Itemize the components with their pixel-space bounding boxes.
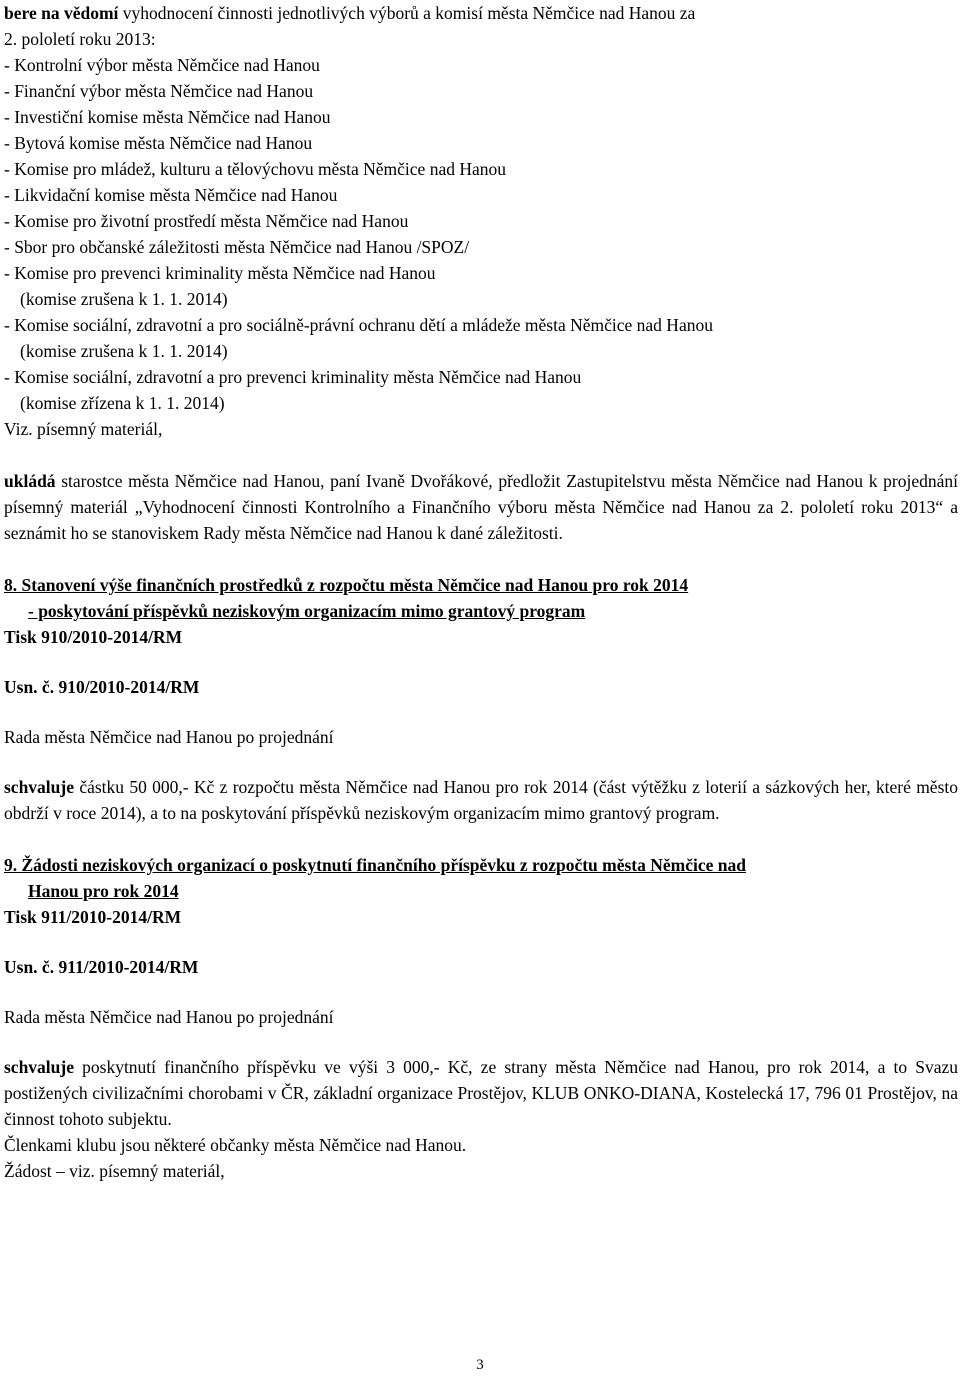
section-9-schvaluje-paragraph [4,1054,958,1132]
list-item-note: (komise zrušena k 1. 1. 2014) [20,289,228,309]
section-8-title: Stanovení výše finančních prostředků z rozpočtu města Němčice nad Hanou pro rok 2014 [21,575,689,595]
section-8-heading [4,572,958,598]
committee-list [4,52,958,416]
uklada-text: starostce města Němčice nad Hanou, paní Ivaně Dvořákové, předložit Zastupitelstvu města Němčice nad Hanou k projednání písemný materiál „Vyhodnocení činnosti Kontrolního a Finančního výboru města Němčice nad Hanou za 2. pololetí roku 2013“ a seznámit ho se stanoviskem Rady města Němčice nad Hanou k dané záležitosti. [4,471,958,543]
bere-na-vedomi-label: bere na vědomí [4,3,119,23]
list-item: - Kontrolní výbor města Němčice nad Hanou [4,55,320,75]
section-8-schvaluje-text: částku 50 000,- Kč z rozpočtu města Němčice nad Hanou pro rok 2014 (část výtěžku z loterií a sázkových her, které město obdrží v roce 2014), a to na poskytování příspěvků neziskovým organizacím mimo grantový program. [4,777,958,823]
uklada-label: ukládá [4,471,56,491]
list-item: - Komise pro životní prostředí města Němčice nad Hanou [4,211,409,231]
list-item: - Komise pro prevenci kriminality města Němčice nad Hanou [4,263,436,283]
section-9-rada: Rada města Němčice nad Hanou po projednání [4,1007,334,1027]
list-item-note: (komise zrušena k 1. 1. 2014) [20,341,228,361]
schvaluje-label: schvaluje [4,1057,74,1077]
section-9-club-members: Členkami klubu jsou některé občanky města Němčice nad Hanou. [4,1135,467,1155]
intro-lead-text: vyhodnocení činnosti jednotlivých výborů a komisí města Němčice nad Hanou za [118,3,696,23]
intro-first-line [4,0,958,26]
section-9-zadost: Žádost – viz. písemný materiál, [4,1161,225,1181]
viz-material: Viz. písemný materiál, [4,419,163,439]
section-8-subtitle: - poskytování příspěvků neziskovým organizacím mimo grantový program [28,601,586,621]
section-9-tisk: Tisk 911/2010-2014/RM [4,907,182,927]
section-8-resolution-number: Usn. č. 910/2010-2014/RM [4,677,200,697]
list-item: - Finanční výbor města Němčice nad Hanou [4,81,314,101]
list-item: - Sbor pro občanské záležitosti města Němčice nad Hanou /SPOZ/ [4,237,470,257]
page-number: 3 [476,1357,484,1373]
intro-second-line: 2. pololetí roku 2013: [4,29,156,49]
section-9-resolution-number: Usn. č. 911/2010-2014/RM [4,957,199,977]
list-item: - Komise sociální, zdravotní a pro prevenci kriminality města Němčice nad Hanou [4,367,582,387]
list-item-note: (komise zřízena k 1. 1. 2014) [20,393,225,413]
section-9-number: 9. [4,855,18,875]
section-8-schvaluje-paragraph [4,774,958,826]
section-8-tisk: Tisk 910/2010-2014/RM [4,627,183,647]
schvaluje-label: schvaluje [4,777,74,797]
list-item: - Komise pro mládež, kulturu a tělovýchovu města Němčice nad Hanou [4,159,506,179]
section-9-subtitle: Hanou pro rok 2014 [28,881,179,901]
section-9-title: Žádosti neziskových organizací o poskytnutí finančního příspěvku z rozpočtu města Němčice nad [21,855,746,875]
section-8-rada: Rada města Němčice nad Hanou po projednání [4,727,334,747]
section-8-number: 8. [4,575,18,595]
list-item: - Likvidační komise města Němčice nad Hanou [4,185,338,205]
section-9-schvaluje-text: poskytnutí finančního příspěvku ve výši 3 000,- Kč, ze strany města Němčice nad Hanou, pro rok 2014, a to Svazu postižených civilizačními chorobami v ČR, základní organizace Prostějov, KLUB ONKO-DIANA, Kostelecká 17, 796 01 Prostějov, na činnost tohoto subjektu. [4,1057,958,1129]
list-item: - Investiční komise města Němčice nad Hanou [4,107,331,127]
section-9-heading [4,852,958,878]
list-item: - Bytová komise města Němčice nad Hanou [4,133,313,153]
list-item: - Komise sociální, zdravotní a pro sociálně-právní ochranu dětí a mládeže města Němčice nad Hanou [4,315,713,335]
document-page [4,0,958,1184]
uklada-paragraph [4,468,958,546]
